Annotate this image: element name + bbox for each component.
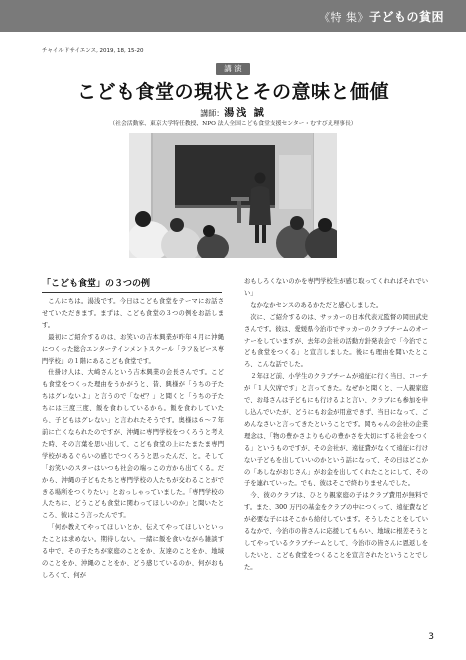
page-number: 3 — [428, 632, 434, 642]
paragraph: 「何か教えてやってほしいとか、伝えてやってほしいといったことは求めない。期待しない。一緒に飯を食いながら雑談する中で、その子たちが家庭のことをか、友達のことをか、地域のことをか、沖縄のことをか、どう感じているのか、何がおもしろくて、何が — [42, 524, 224, 579]
paragraph: ２年ほど前、小学生のクラブチームが遠征に行く当日、コーチが「１人欠席です」と言ってきた。なぜかと聞くと、一人親家庭で、お母さんは子どもにも行けるよと言い、クラブにも参加を申し込んでいたが、どうにもお金が用意できず、当日になって、ごめんなさいと言ってきたということです。岡ちゃんの会社の企業理念は、「物の豊かさよりも心の豊かさを大切にする社会をつくる」というものですが、その会社が、遠征費がなくて遠征に行けない子どもを出していいのかという話になって、その日はどこかの「あしながおじさん」がお金を出してくれたことにして、その子を連れていった。でも、彼はそこで終わりませんでした。 — [244, 373, 428, 488]
lecture-photo-illustration — [129, 133, 337, 258]
lecture-photo — [129, 133, 337, 258]
right-column — [244, 276, 428, 574]
lecturer-name: 湯浅 誠 — [224, 108, 266, 119]
series-title — [319, 8, 444, 25]
paragraph: 仕掛け人は、大崎さんという吉本興業の会長さんです。こども食堂をつくった理由をうかがうと、昔、興様が「うちの子たちはグレないよ」と言うので「なぜ？」と聞くと「うちの子たちには三度三度、飯を食わしているから。飯を食わしていたら、子どもはグレない」と言われたそうです。奥様は６～７年前に亡くなられたのですが、沖縄に専門学校をつくろうと考えた時、その言葉を思い出して、こども食堂の上にたまたま専門学校があるぐらいの感じでつくろうと思ったんだ、と。そして「お笑いのスターはいつも社会の端っこの方から出てくる。だから、沖縄の子どもたちと専門学校の人たちが交わることができる場所をつくりたい」とおっしゃっていました。「専門学校の人たちに、どうこども食堂に関わってほしいのか」と聞いたところ、彼はこう言ったんです。 — [42, 369, 224, 520]
paragraph: 次に、ご紹介するのは、サッカーの日本代表元監督の岡田武史さんです。彼は、愛媛県今治市でサッカーのクラブチームのオーナーをしていますが、去年の会社の活動方針発表会で「今治でこども食堂をつくる」と宣言しました。後にも理由を聞いたところ、こんな話でした。 — [244, 313, 428, 369]
lecturer-line — [0, 104, 466, 119]
article-title: こども食堂の現状とその意味と価値 — [76, 81, 389, 103]
left-column — [42, 296, 224, 582]
lecturer-prefix: 講師： — [200, 109, 225, 118]
lecturer-affiliation: （社会活動家、東京大学特任教授、NPO 法人全国こども食堂支援センター・むすびえ理事長） — [109, 121, 357, 127]
section-heading: 「こども食堂」の３つの例 — [42, 276, 222, 293]
paragraph-continued: おもしろくないのかを専門学校生が感じ取ってくれればそれでいい」 — [244, 278, 428, 297]
paragraph: 最初にご紹介するのは、お笑いの吉本興業が昨年４月に沖縄につくった総合エンターテインメントスクール「ラフ＆ピース専門学校」の１階にあるこども食堂です。 — [42, 333, 224, 365]
series-label: 《特 集》 — [318, 11, 369, 24]
journal-citation: チャイルドサイエンス, 2019, 18, 15-20 — [42, 48, 144, 54]
header-bar — [0, 0, 466, 32]
series-name: 子どもの貧困 — [368, 10, 444, 24]
paragraph: 今、彼のクラブは、ひとり親家庭の子はクラブ費用が無料です。また、300 万円の基金をクラブの中につくって、遠征費などが必要な子にはそこから給付しています。そうしたことをしているなかで、今治市の皆さんに応援してもらい、地域に根差そうとしてやっているクラブチームとして、今治市の皆さんに恩返しをしたいと、こども食堂をつくることを宣言されたということでした。 — [244, 492, 428, 571]
article-type-badge: 講 演 — [216, 63, 250, 75]
paragraph: なかなかセンスのあるかただと感心しました。 — [250, 301, 383, 309]
paragraph: こんにちは。湯浅です。今日はこども食堂をテーマにお話させていただきます。まずは、こども食堂の３つの例をお話します。 — [42, 298, 224, 329]
